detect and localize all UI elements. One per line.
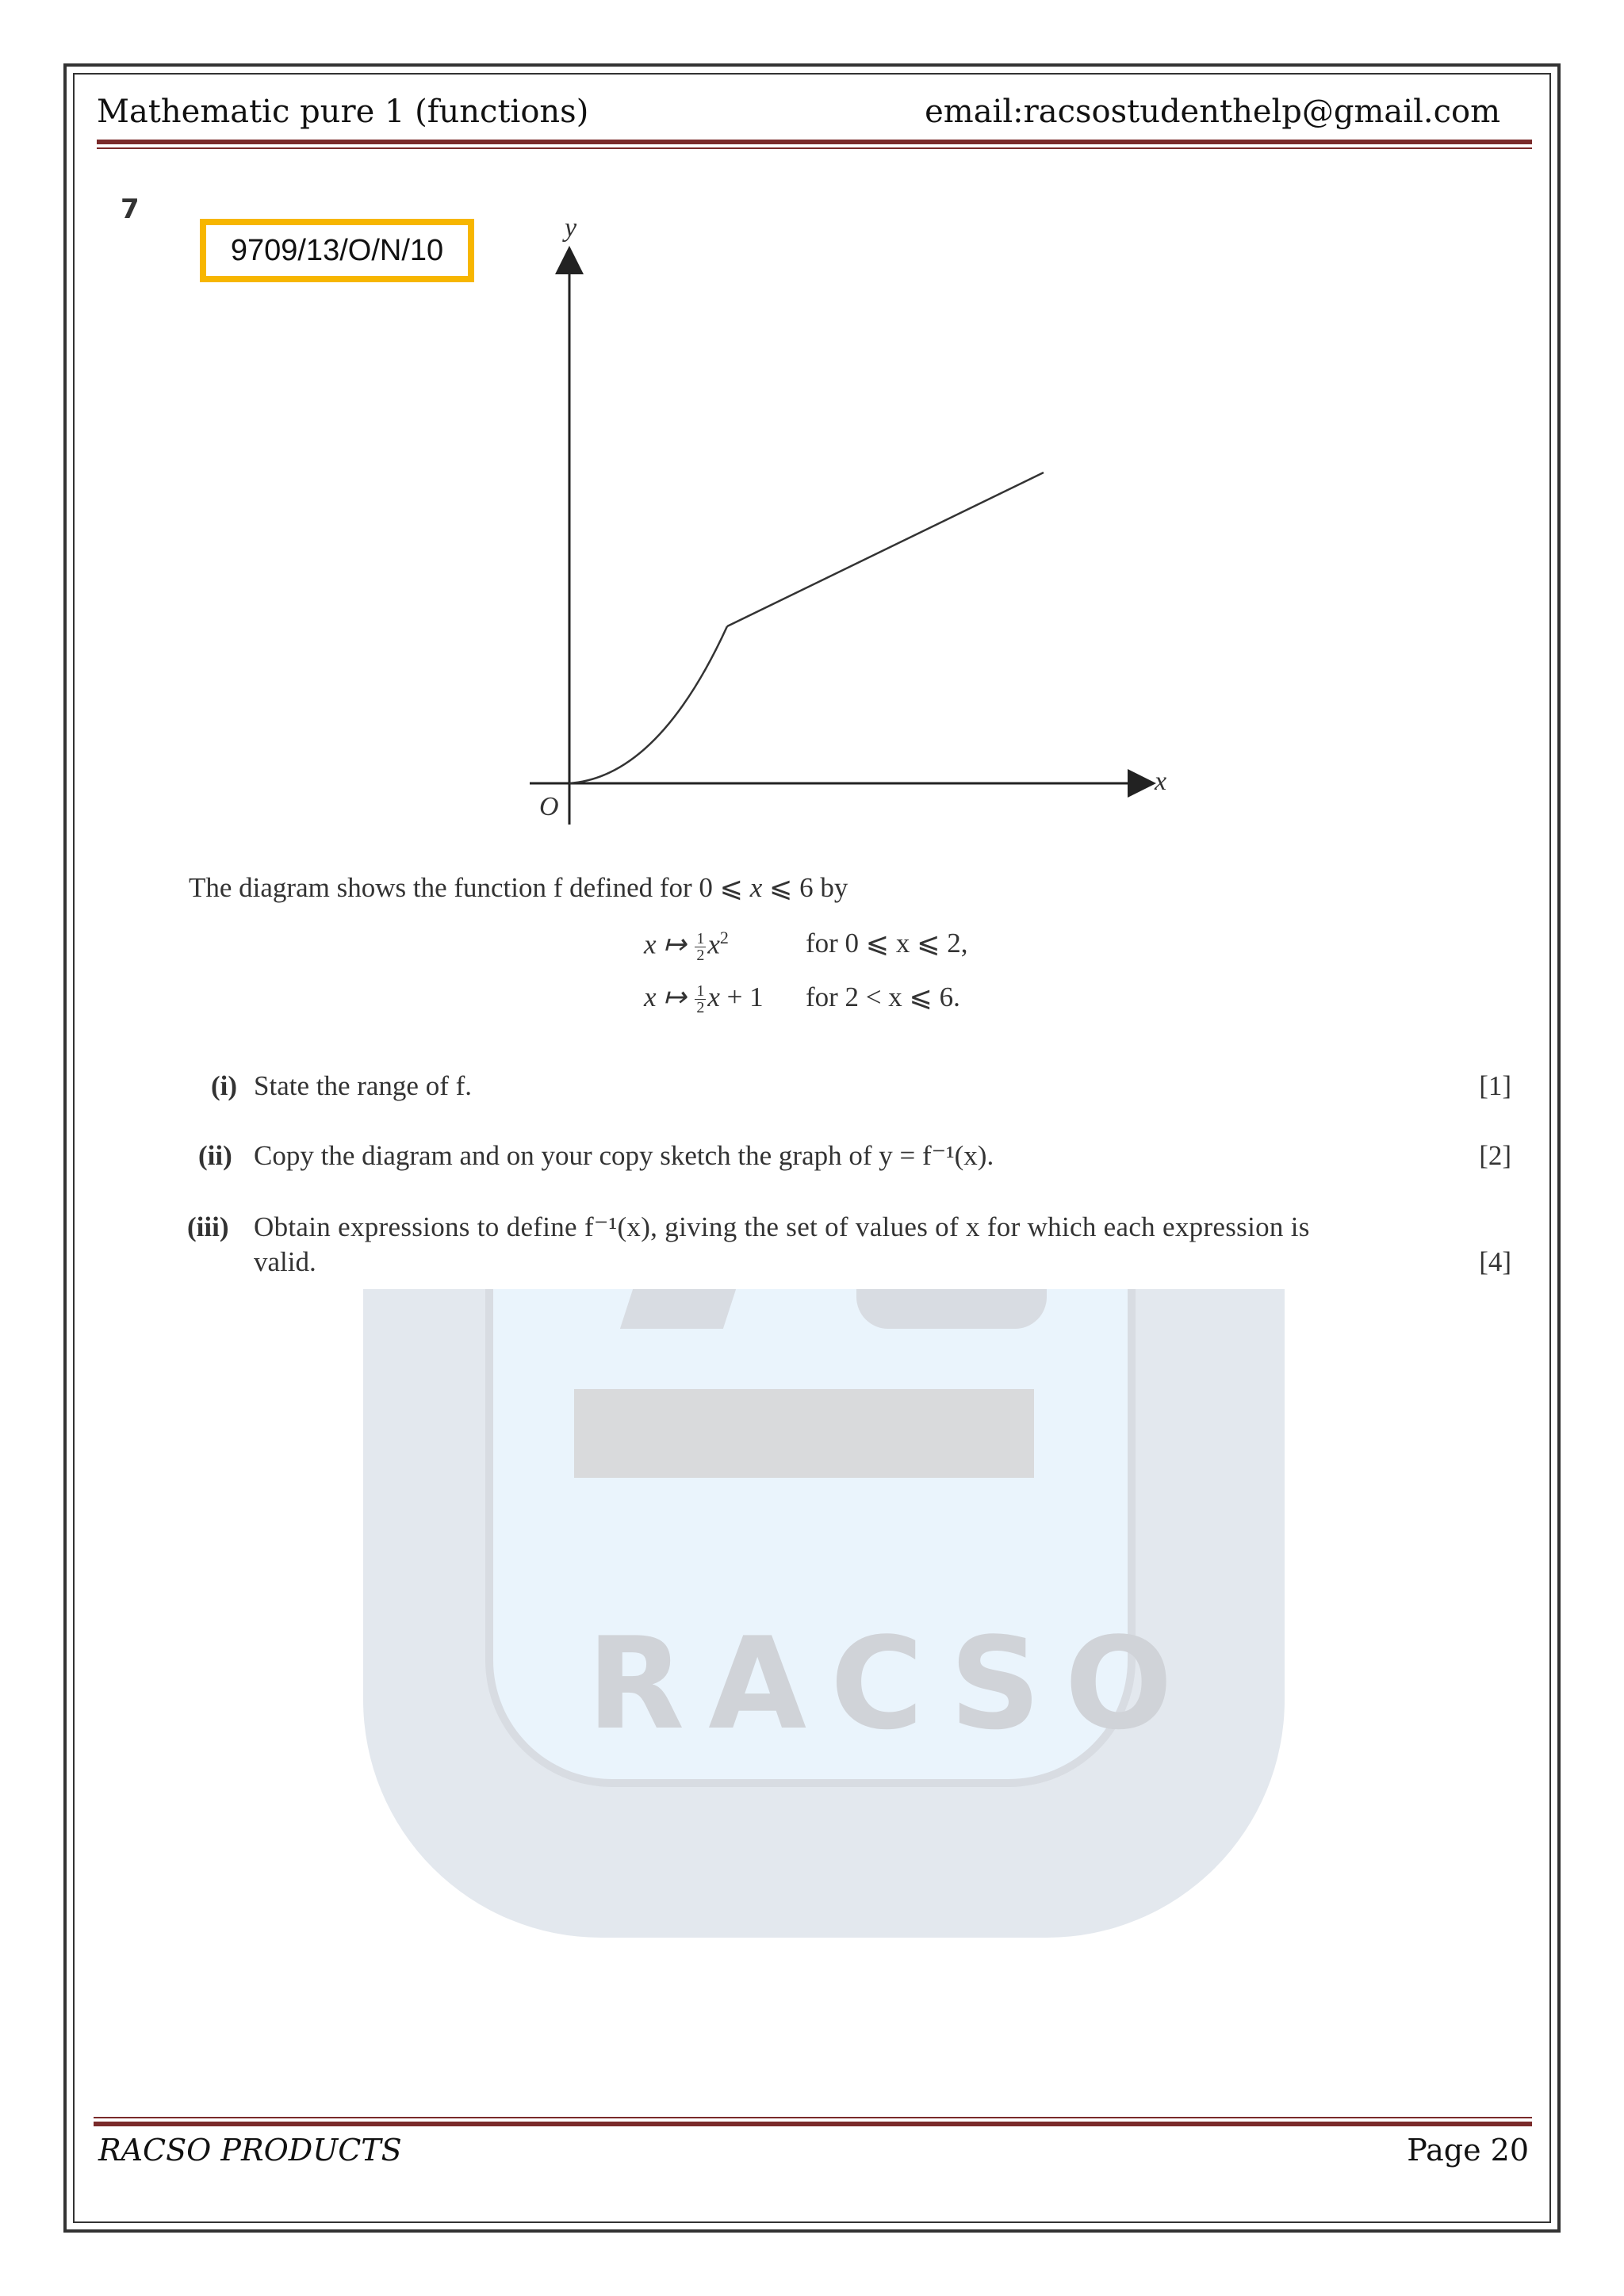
definition-domain: for 0 ⩽ x ⩽ 2, [806, 928, 968, 959]
header-title: Mathematic pure 1 (functions) [97, 94, 589, 130]
part-label: (ii) [198, 1140, 232, 1171]
part-label: (i) [211, 1070, 238, 1101]
header-email: email:racsostudenthelp@gmail.com [925, 94, 1500, 130]
page-number: Page 20 [1407, 2133, 1529, 2168]
part-marks: [2] [1479, 1140, 1511, 1171]
watermark-shape [620, 1289, 736, 1329]
fraction: $\frac{1}{2}$ [696, 982, 705, 1017]
reference-badge [200, 219, 474, 282]
footer-rule [94, 2122, 1532, 2126]
function-graph [508, 206, 1189, 832]
part-marks: [1] [1479, 1070, 1511, 1101]
part-text: State the range of f. [254, 1070, 473, 1101]
question-number: 7 [121, 193, 140, 225]
part-text: Copy the diagram and on your copy sketch the graph of y = f⁻¹(x). [254, 1140, 994, 1171]
graph-curve [569, 626, 727, 783]
graph-line [727, 473, 1044, 626]
part-text: Obtain expressions to define f⁻¹(x), giving the set of values of x for which each expression is [254, 1211, 1310, 1242]
part-marks: [4] [1479, 1246, 1511, 1277]
fraction: $\frac{1}{2}$ [696, 930, 705, 965]
definition-domain: for 2 < x ⩽ 6. [806, 982, 960, 1012]
watermark-shape [856, 1289, 1047, 1329]
footer-company: RACSO PRODUCTS [98, 2133, 402, 2168]
definition-line: x ↦ $\frac{1}{2}$ x + 1 [644, 982, 764, 1017]
origin-label: O [539, 792, 559, 821]
y-axis-label: y [565, 213, 577, 243]
intro-text: The diagram shows the function f defined for 0 ⩽ x ⩽ 6 by [189, 872, 848, 903]
part-text-continued: valid. [254, 1246, 316, 1277]
reference-code: 9709/13/O/N/10 [206, 225, 468, 276]
watermark-bar [574, 1389, 1034, 1478]
watermark-text: RACSO [587, 1609, 1197, 1758]
definition-line: x ↦ $\frac{1}{2}$ $x^2$ [644, 928, 729, 965]
header-rule-thin [97, 147, 1532, 149]
x-axis-label: x [1155, 767, 1167, 796]
part-label: (iii) [187, 1211, 229, 1242]
header-rule [97, 140, 1532, 144]
footer-rule-thin [94, 2117, 1532, 2118]
